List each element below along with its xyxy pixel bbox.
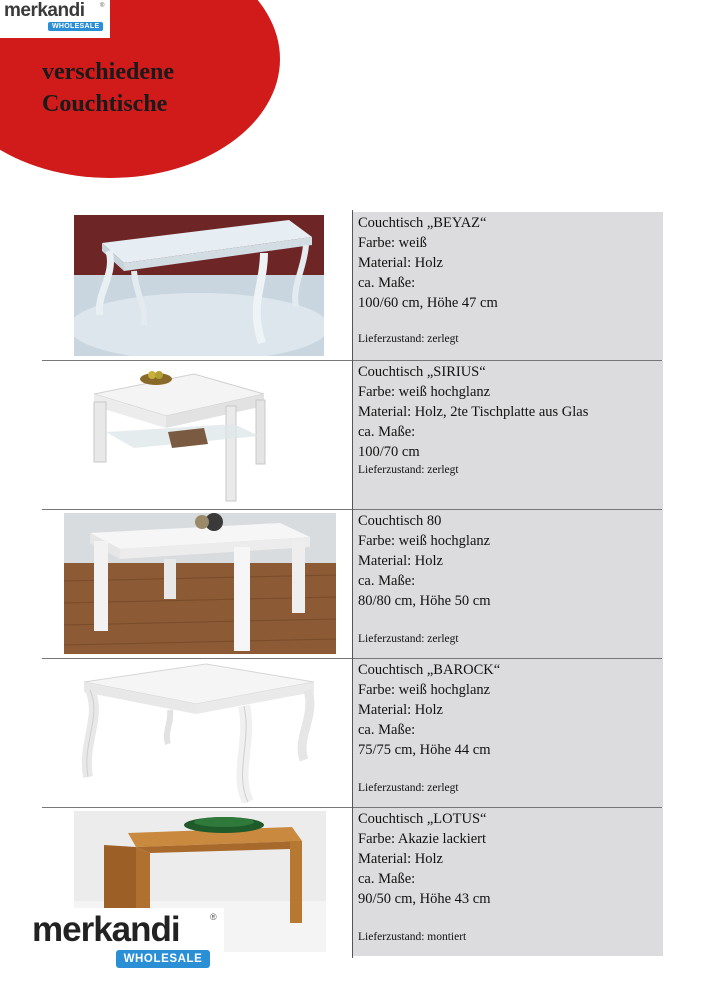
product-title: Couchtisch 80 [358, 513, 442, 529]
product-color: Farbe: Akazie lackiert [358, 831, 487, 847]
product-color: Farbe: weiß hochglanz [358, 533, 491, 549]
product-material: Material: Holz [358, 702, 443, 718]
product-dims-label: ca. Maße: [358, 871, 416, 887]
product-title: Couchtisch „BEYAZ“ [358, 215, 487, 231]
product-info-1 [358, 213, 658, 359]
product-material: Material: Holz [358, 255, 443, 271]
page-title-line-2: Couchtische [42, 91, 168, 117]
product-dims: 100/60 cm, Höhe 47 cm [358, 295, 498, 311]
product-material: Material: Holz, 2te Tischplatte aus Glas [358, 404, 589, 420]
brand-wholesale-badge: WHOLESALE [48, 22, 103, 31]
page-title-line-1: verschiedene [42, 59, 174, 85]
page-title [42, 56, 174, 120]
product-delivery: Lieferzustand: montiert [358, 931, 467, 943]
brand-logo-text: merkandi [32, 910, 180, 949]
product-info-5 [358, 809, 658, 955]
product-delivery: Lieferzustand: zerlegt [358, 464, 459, 476]
registered-mark: ® [210, 912, 217, 922]
product-dims-label: ca. Maße: [358, 722, 416, 738]
registered-mark: ® [100, 3, 105, 9]
product-dims: 75/75 cm, Höhe 44 cm [358, 742, 491, 758]
product-dims: 90/50 cm, Höhe 43 cm [358, 891, 491, 907]
product-dims-label: ca. Maße: [358, 573, 416, 589]
product-dims: 80/80 cm, Höhe 50 cm [358, 593, 491, 609]
product-color: Farbe: weiß hochglanz [358, 384, 491, 400]
product-info-2 [358, 362, 658, 508]
product-delivery: Lieferzustand: zerlegt [358, 782, 459, 794]
product-color: Farbe: weiß [358, 235, 427, 251]
product-title: Couchtisch „SIRIUS“ [358, 364, 486, 380]
product-material: Material: Holz [358, 851, 443, 867]
column-divider [352, 210, 353, 958]
product-title: Couchtisch „BAROCK“ [358, 662, 501, 678]
product-title: Couchtisch „LOTUS“ [358, 811, 487, 827]
product-material: Material: Holz [358, 553, 443, 569]
brand-logo-top [0, 0, 110, 38]
product-info-4 [358, 660, 658, 806]
brand-wholesale-badge: WHOLESALE [116, 950, 210, 968]
product-dims: 100/70 cm [358, 444, 420, 460]
brand-logo-bottom [24, 908, 224, 974]
product-color: Farbe: weiß hochglanz [358, 682, 491, 698]
product-dims-label: ca. Maße: [358, 424, 416, 440]
product-info-3 [358, 511, 658, 657]
product-dims-label: ca. Maße: [358, 275, 416, 291]
product-image-barock [76, 662, 320, 803]
product-image-beyaz [74, 215, 324, 356]
product-image-couchtisch-80 [64, 513, 336, 654]
product-delivery: Lieferzustand: zerlegt [358, 333, 459, 345]
product-delivery: Lieferzustand: zerlegt [358, 633, 459, 645]
product-image-sirius [84, 364, 270, 505]
brand-logo-text: merkandi [4, 0, 85, 21]
